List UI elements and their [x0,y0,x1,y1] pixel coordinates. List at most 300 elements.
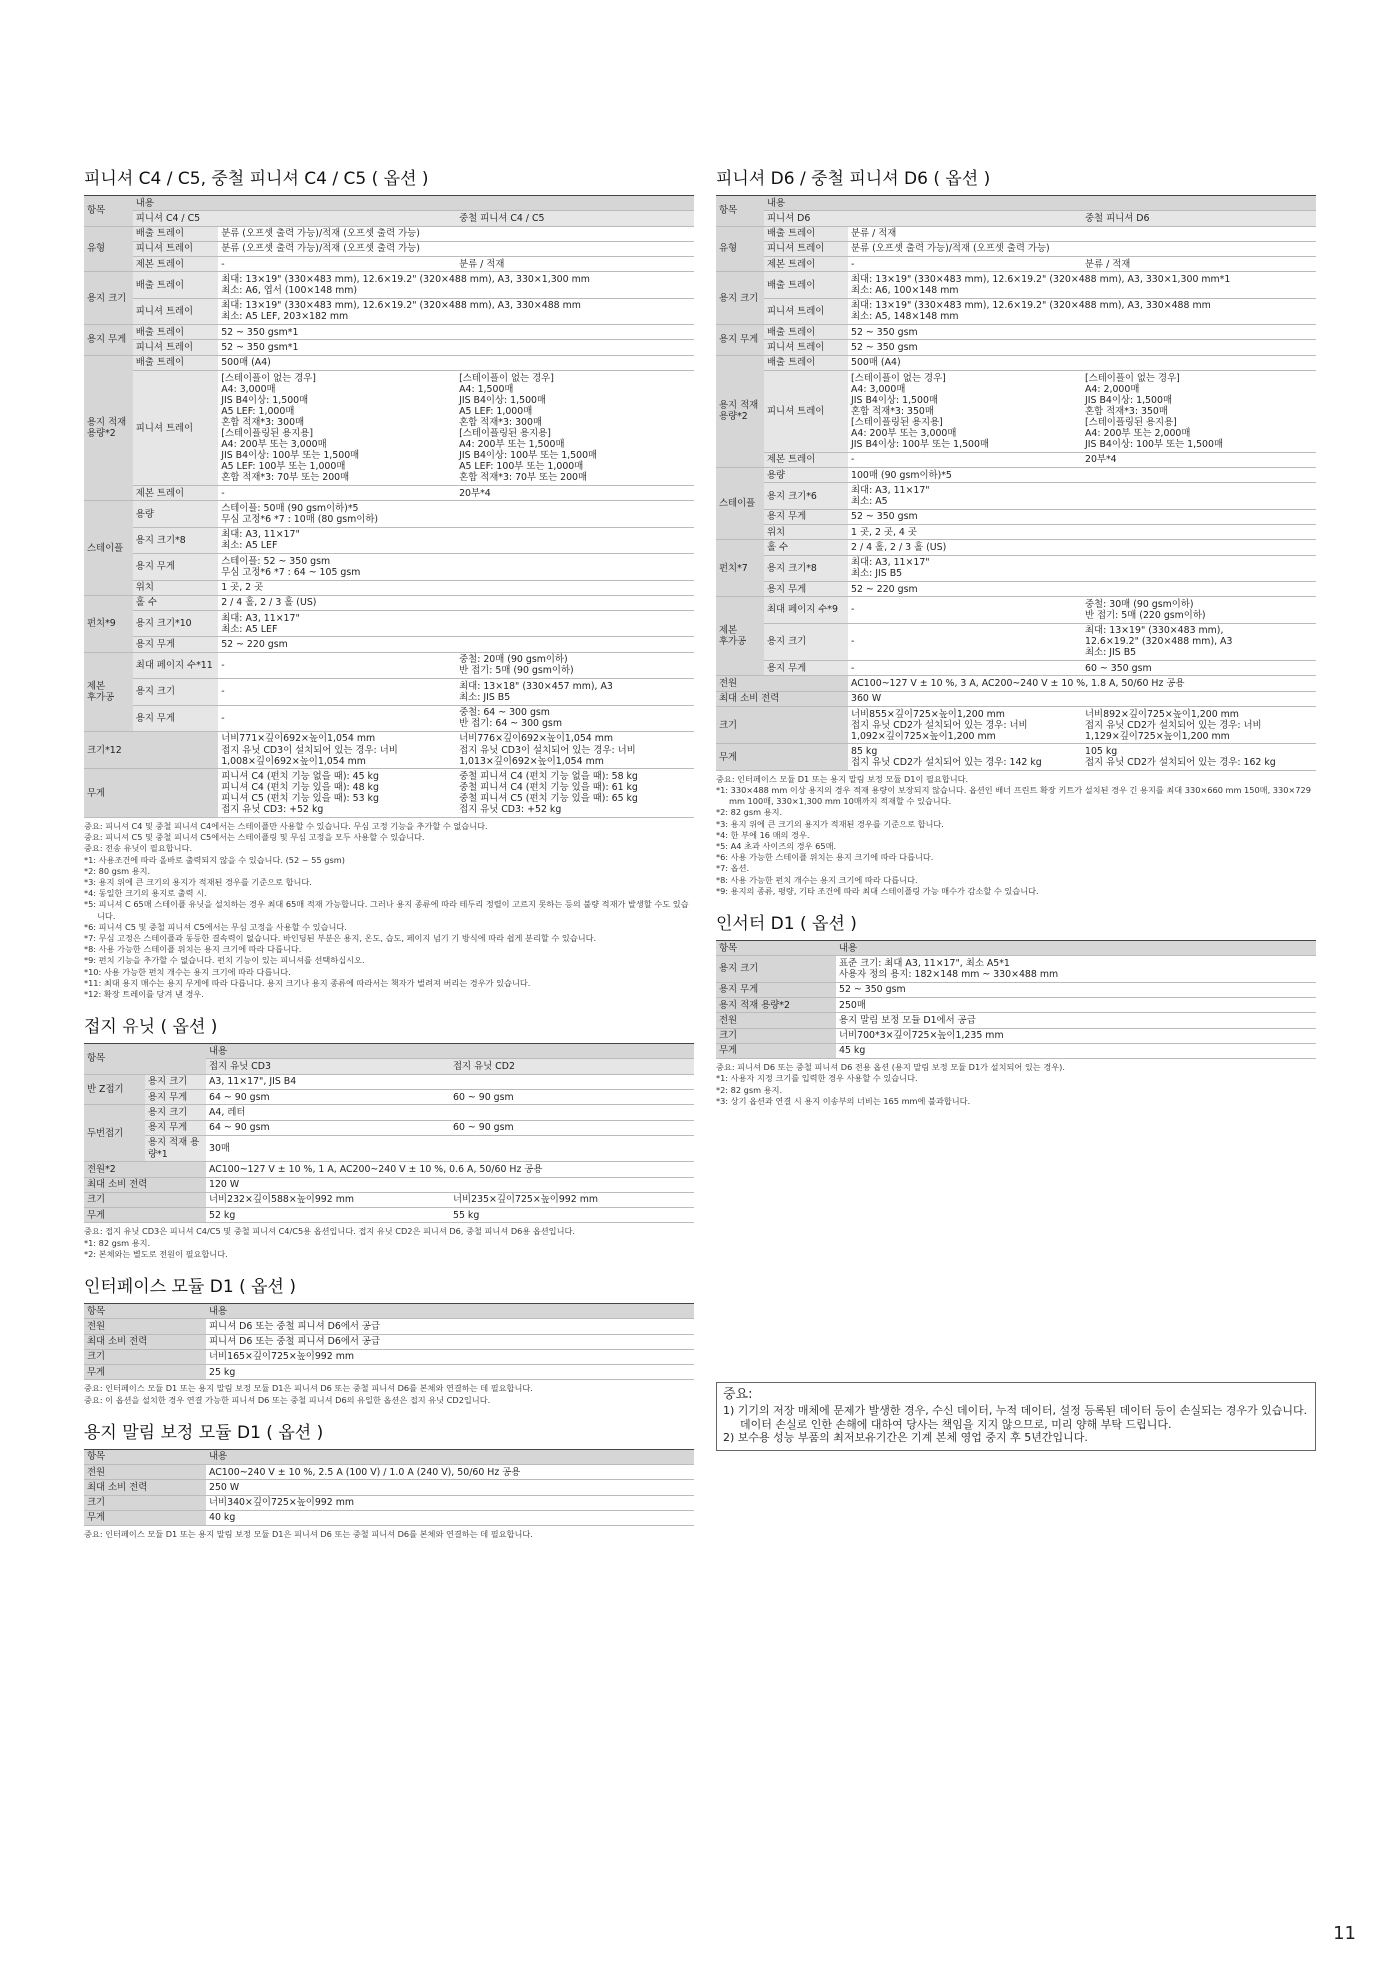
table-subheader-cell: 용지 크기 [764,623,848,660]
table-header-cell: 반 Z접기 [84,1074,145,1105]
table-row [716,483,1316,509]
footnote: *6: 사용 가능한 스테이플 위치는 용지 크기에 따라 다릅니다. [716,852,934,863]
footnote: *11: 최대 용지 매수는 용지 무게에 따라 다릅니다. 용지 크기나 용지 종류에 따라서는 책자가 벌려져 버리는 경우가 있습니다. [84,977,531,988]
table-subheader-cell: 용지 적재 용 량*1 [145,1135,206,1161]
table-row [84,340,694,355]
table-cell: 분류 (오프셋 출력 가능)/적재 (오프셋 출력 가능) [218,241,694,256]
table-row [716,1043,1316,1058]
footnote: *1: 사용자 지정 크기를 입력한 경우 사용할 수 있습니다. [716,1073,918,1084]
spec-table [716,195,1316,771]
table-row [716,540,1316,555]
table-subheader-cell: 용지 크기*6 [764,483,848,509]
table-subheader-cell: 용지 무게 [145,1090,206,1105]
table-cell: - [218,257,456,272]
table-header-cell: 내용 [206,1044,694,1059]
table-cell: 52 ~ 220 gsm [848,582,1316,597]
table-row [84,325,694,340]
footnote: 중요: 인터페이스 모듈 D1 또는 용지 말림 보정 모듈 D1이 필요합니다. [716,773,969,784]
footnote: 중요: 전송 유닛이 필요합니다. [84,843,193,854]
table-row [84,257,694,272]
table-row [84,580,694,595]
table-subheader-cell: 피니셔 C4 / C5 [133,211,456,226]
table-cell: 너비855×깊이725×높이1,200 mm 접지 유닛 CD2가 설치되어 있는 경우: 너비 1,092×깊이725×높이1,200 mm [848,706,1082,743]
table-cell: 85 kg 접지 유닛 CD2가 설치되어 있는 경우: 142 kg [848,744,1082,770]
table-cell: 52 ~ 220 gsm [218,637,694,652]
table-subheader-cell: 용지 크기 [145,1105,206,1120]
table-row [84,196,694,211]
spec-section [84,1016,694,1260]
footnote: *4: 한 부에 16 매의 경우. [716,829,810,840]
table-cell: 40 kg [206,1510,694,1525]
table-subheader-cell: 용지 무게 [764,582,848,597]
table-cell: 최대: 13×18" (330×457 mm), A3 최소: JIS B5 [456,679,694,705]
table-subheader-cell: 피니셔 트레이 [764,371,848,453]
footnote: *7: 옵션. [716,863,750,874]
table-row [84,595,694,610]
footnote: *1: 330×488 mm 이상 용지의 경우 적재 용량이 보장되지 않습니다. 옵션인 배너 프린트 확장 키트가 설치된 경우 긴 용지를 최대 330×660 mm 150매, 330×729 mm 100매, 330×1,300 mm 10매까지 적재할 수 있습니다. [716,785,1311,807]
table-row [716,691,1316,706]
table-row [716,272,1316,298]
table-header-cell: 최대 소비 전력 [84,1177,206,1192]
table-subheader-cell: 피니셔 트레이 [764,340,848,355]
table-subheader-cell: 최대 페이지 수*9 [764,597,848,623]
table-subheader-cell: 용지 무게 [145,1120,206,1135]
spec-section [84,1422,694,1541]
table-cell: 52 kg [206,1208,450,1223]
table-subheader-cell: 용지 무게 [133,637,218,652]
table-cell: 너비776×깊이692×높이1,054 mm 접지 유닛 CD3이 설치되어 있는 경우: 너비 1,013×깊이692×높이1,054 mm [456,731,694,768]
table-subheader-cell: 홀 수 [133,595,218,610]
table-row [84,226,694,241]
table-row [84,1044,694,1059]
table-cell: - [848,661,1082,676]
table-row [716,941,1316,956]
table-header-cell: 펀치*7 [716,540,764,597]
table-header-cell: 항목 [716,196,764,227]
table-header-cell: 용지 크기 [716,272,764,325]
footnote: 중요: 피니셔 C5 및 중철 피니셔 C5에서는 스테이플링 및 무심 고정을 모두 사용할 수 있습니다. [84,832,425,843]
table-row [84,1303,694,1318]
table-header-cell: 유형 [84,226,133,272]
table-subheader-cell: 제본 트레이 [764,452,848,467]
table-row [716,340,1316,355]
footnote: *12: 확장 트레이를 당겨 낸 경우. [84,988,204,999]
important-notice-box [716,1382,1316,1451]
table-row [84,1090,694,1105]
important-item: 2) 보수용 성능 부품의 최저보유기간은 기계 본체 영업 중지 후 5년간입니다. [723,1431,1088,1444]
table-cell: [스테이플이 없는 경우] A4: 1,500매 JIS B4이상: 1,500매 A5 LEF: 1,000매 혼합 적재*3: 300매 [스테이플링된 용지용] A4: 200부 또는 1,500매 JIS B4이상: 100부 또는 1,500매 A5 LEF: 100부 또는 1,000매 혼합 적재*3: 70부 또는 200매 [456,371,694,486]
table-header-cell: 항목 [84,1449,206,1464]
table-cell: 250매 [836,997,1316,1012]
table-row [84,486,694,501]
table-cell: - [848,623,1082,660]
table-row [84,272,694,298]
table-subheader-cell: 용지 크기*8 [764,555,848,581]
table-header-cell: 크기 [716,1028,836,1043]
table-header-cell: 전원 [716,676,848,691]
table-cell: 분류 (오프셋 출력 가능)/적재 (오프셋 출력 가능) [218,226,694,241]
footnote: *1: 사용조건에 따라 올바로 출력되지 않을 수 있습니다. (52 ~ 55 gsm) [84,854,345,865]
table-cell: 105 kg 접지 유닛 CD2가 설치되어 있는 경우: 162 kg [1082,744,1316,770]
footnote: 중요: 피니셔 D6 또는 중철 피니셔 D6 전용 옵션 (용지 말림 보정 모듈 D1가 설치되어 있는 경우). [716,1062,1065,1073]
table-row [84,371,694,486]
table-subheader-cell: 배출 트레이 [764,325,848,340]
table-header-cell: 스테이플 [716,468,764,540]
table-header-cell: 무게 [716,744,848,770]
table-cell: 분류 / 적재 [1082,257,1316,272]
table-cell: 최대: 13×19" (330×483 mm), 12.6×19.2" (320×488 mm), A3, 330×1,300 mm 최소: A6, 엽서 (100×148 mm) [218,272,694,298]
table-cell: 360 W [848,691,1316,706]
table-cell: - [848,257,1082,272]
table-subheader-cell: 배출 트레이 [133,272,218,298]
table-cell: 250 W [206,1480,694,1495]
table-cell: 55 kg [450,1208,694,1223]
table-cell: 500매 (A4) [218,355,694,370]
table-subheader-cell: 용지 크기*8 [133,527,218,553]
table-cell: 중철 피니셔 C4 (펀치 기능 없을 때): 58 kg 중철 피니셔 C4 (펀치 기능 있을 때): 61 kg 중철 피니셔 C5 (펀치 기능 있을 때): 65 kg 접지 유닛 CD3: +52 kg [456,769,694,818]
table-header-cell: 항목 [84,1303,206,1318]
table-header-cell: 무게 [84,769,218,818]
table-cell: 500매 (A4) [848,355,1316,370]
section-title: 피니셔 D6 / 중철 피니셔 D6 ( 옵션 ) [716,169,991,189]
table-header-cell: 내용 [764,196,1316,211]
footnote: 중요: 이 옵션을 설치한 경우 연결 가능한 피니셔 D6 또는 중철 피니셔 D6의 유일한 옵션은 접지 유닛 CD2입니다. [84,1394,491,1405]
table-cell: 2 / 4 홀, 2 / 3 홀 (US) [218,595,694,610]
table-cell: A4, 레터 [206,1105,694,1120]
footnotes [716,774,1316,897]
table-cell: 중철: 64 ~ 300 gsm 반 접기: 64 ~ 300 gsm [456,705,694,731]
table-header-cell: 최대 소비 전력 [84,1480,206,1495]
table-row [84,611,694,637]
table-cell: 2 / 4 홀, 2 / 3 홀 (US) [848,540,1316,555]
table-row [84,1349,694,1364]
footnote: *10: 사용 가능한 펀치 개수는 용지 크기에 따라 다릅니다. [84,966,291,977]
table-cell: 45 kg [836,1043,1316,1058]
table-header-cell: 무게 [84,1510,206,1525]
table-header-cell: 제본 후가공 [716,597,764,676]
table-cell: 최대: A3, 11×17" 최소: A5 [848,483,1316,509]
table-cell: 64 ~ 90 gsm [206,1090,450,1105]
table-subheader-cell: 피니셔 트레이 [133,340,218,355]
footnote: *2: 82 gsm 용지. [716,807,783,818]
table-cell: 100매 (90 gsm이하)*5 [848,468,1316,483]
table-row [716,744,1316,770]
table-cell: 1 곳, 2 곳 [218,580,694,595]
table-row [716,241,1316,256]
table-header-cell: 내용 [206,1303,694,1318]
footnote: *5: 피니셔 C 65매 스테이플 유닛을 설치하는 경우 최대 65매 적재 가능합니다. 그러나 용지 종류에 따라 테두리 정렬이 고르지 못하는 등의 불량 적재가 발생할 수도 있습니다. [84,899,689,921]
section-title: 접지 유닛 ( 옵션 ) [84,1017,218,1038]
table-row [716,706,1316,743]
table-cell: 60 ~ 90 gsm [450,1120,694,1135]
table-subheader-cell: 위치 [133,580,218,595]
left-column [84,168,694,1556]
footnote: *6: 피니셔 C5 및 중철 피니셔 C5에서는 무심 고정을 사용할 수 있습니다. [84,921,347,932]
table-header-cell: 용지 적재 용량*2 [716,355,764,467]
table-cell: - [848,452,1082,467]
table-row [716,997,1316,1012]
table-cell: 스테이플: 50매 (90 gsm이하)*5 무심 고정*6 *7 : 10매 (80 gsm이하) [218,501,694,527]
table-header-cell: 용지 무게 [716,982,836,997]
table-subheader-cell: 피니셔 트레이 [764,241,848,256]
table-cell: 52 ~ 350 gsm [848,325,1316,340]
table-row [84,241,694,256]
table-subheader-cell: 용지 크기 [133,679,218,705]
table-row [716,509,1316,524]
table-subheader-cell: 배출 트레이 [133,226,218,241]
table-header-cell: 용지 무게 [716,325,764,356]
footnote: *5: A4 초과 사이즈의 경우 65매. [716,841,837,852]
table-header-cell: 스테이플 [84,501,133,595]
right-column [716,168,1316,1123]
table-header-cell: 크기 [84,1495,206,1510]
table-row [716,226,1316,241]
spec-table [84,1043,694,1223]
table-subheader-cell: 배출 트레이 [133,355,218,370]
table-cell: 너비235×깊이725×높이992 mm [450,1192,694,1207]
footnote: 중요: 인터페이스 모듈 D1 또는 용지 말림 보정 모듈 D1은 피니셔 D6 또는 중철 피니셔 D6를 본체와 연결하는 데 필요합니다. [84,1529,533,1540]
footnote: 중요: 피니셔 C4 및 중철 피니셔 C4에서는 스테이플만 사용할 수 있습니다. 무심 고정 기능을 추가할 수 없습니다. [84,820,488,831]
table-header-cell: 무게 [84,1208,206,1223]
table-row [716,298,1316,324]
table-header-cell: 크기 [716,706,848,743]
table-header-cell: 내용 [206,1449,694,1464]
table-cell: AC100~240 V ± 10 %, 2.5 A (100 V) / 1.0 A (240 V), 50/60 Hz 공용 [206,1465,694,1480]
table-cell: 용지 말림 보정 모듈 D1에서 공급 [836,1013,1316,1028]
table-subheader-cell: 제본 트레이 [764,257,848,272]
table-row [716,325,1316,340]
table-cell: 피니셔 C4 (펀치 기능 없을 때): 45 kg 피니셔 C4 (펀치 기능 있을 때): 48 kg 피니셔 C5 (펀치 기능 있을 때): 53 kg 접지 유닛 CD3: +52 kg [218,769,456,818]
spec-table [84,1449,694,1526]
table-cell: - [848,597,1082,623]
table-subheader-cell: 용지 무게 [133,705,218,731]
table-row [84,211,694,226]
table-row [84,1319,694,1334]
table-row [716,597,1316,623]
table-row [84,1480,694,1495]
table-cell: 60 ~ 90 gsm [450,1090,694,1105]
table-subheader-cell: 배출 트레이 [764,355,848,370]
table-cell: 20부*4 [456,486,694,501]
table-row [716,525,1316,540]
table-row [84,501,694,527]
table-cell: 1 곳, 2 곳, 4 곳 [848,525,1316,540]
table-row [84,731,694,768]
table-cell: [스테이플이 없는 경우] A4: 3,000매 JIS B4이상: 1,500매 A5 LEF: 1,000매 혼합 적재*3: 300매 [스테이플링된 용지용] A4: 200부 또는 3,000매 JIS B4이상: 100부 또는 1,500매 A5 LEF: 100부 또는 1,000매 혼합 적재*3: 70부 또는 200매 [218,371,456,486]
table-header-cell: 크기*12 [84,731,218,768]
table-cell: 너비165×깊이725×높이992 mm [206,1349,694,1364]
table-header-cell: 무게 [716,1043,836,1058]
table-cell: 52 ~ 350 gsm [848,340,1316,355]
footnote: *9: 펀치 기능을 추가할 수 없습니다. 펀치 기능이 있는 피니셔를 선택하십시오. [84,955,365,966]
table-cell: 60 ~ 350 gsm [1082,661,1316,676]
table-row [84,1105,694,1120]
table-header-cell: 최대 소비 전력 [716,691,848,706]
table-row [84,1177,694,1192]
table-row [716,371,1316,453]
table-row [716,468,1316,483]
table-cell: 너비892×깊이725×높이1,200 mm 접지 유닛 CD2가 설치되어 있는 경우: 너비 1,129×깊이725×높이1,200 mm [1082,706,1316,743]
table-subheader-cell: 용지 무게 [764,661,848,676]
table-row [84,769,694,818]
table-row [716,582,1316,597]
table-cell: 너비232×깊이588×높이992 mm [206,1192,450,1207]
important-item: 1) 기기의 저장 매체에 문제가 발생한 경우, 수신 데이터, 누적 데이터, 설정 등록된 데이터 등이 손실되는 경우가 있습니다. 데이터 손실로 인한 손해에 대하여 당사는 책임을 지지 않으므로, 미리 양해 부탁 드립니다. [723,1404,1308,1431]
table-cell: 최대: 13×19" (330×483 mm), 12.6×19.2" (320×488 mm), A3 최소: JIS B5 [1082,623,1316,660]
table-cell: 중철: 30매 (90 gsm이하) 반 접기: 5매 (220 gsm이하) [1082,597,1316,623]
footnote: *8: 사용 가능한 스테이플 위치는 용지 크기에 따라 다릅니다. [84,944,302,955]
table-row [84,679,694,705]
spec-section [716,913,1316,1107]
table-row [84,1208,694,1223]
table-subheader-cell: 피니셔 트레이 [133,241,218,256]
table-header-cell: 무게 [84,1365,206,1380]
section-title: 피니셔 C4 / C5, 중철 피니셔 C4 / C5 ( 옵션 ) [84,169,429,189]
table-row [84,1365,694,1380]
footnote: *7: 무심 고정은 스테이플과 동등한 결속력이 없습니다. 바인딩된 부분은 용지, 온도, 습도, 페이지 넘기 기 방식에 따라 쉽게 분리할 수 있습니다. [84,932,597,943]
table-cell: 분류 / 적재 [456,257,694,272]
table-subheader-cell: 피니셔 트레이 [764,298,848,324]
table-subheader-cell: 용지 무게 [133,554,218,580]
page-number: 11 [1333,1923,1356,1944]
table-row [84,298,694,324]
footnote: *1: 82 gsm 용지. [84,1237,151,1248]
table-cell: 표준 크기: 최대 A3, 11×17", 최소 A5*1 사용자 정의 용지: 182×148 mm ~ 330×488 mm [836,956,1316,982]
table-subheader-cell: 용량 [133,501,218,527]
table-header-cell: 전원 [716,1013,836,1028]
table-cell: 최대: 13×19" (330×483 mm), 12.6×19.2" (320×488 mm), A3, 330×1,300 mm*1 최소: A6, 100×148 mm [848,272,1316,298]
table-cell: 스테이플: 52 ~ 350 gsm 무심 고정*6 *7 : 64 ~ 105 gsm [218,554,694,580]
table-subheader-cell: 배출 트레이 [133,325,218,340]
table-row [84,1120,694,1135]
table-subheader-cell: 위치 [764,525,848,540]
table-cell: 120 W [206,1177,694,1192]
table-cell: - [218,652,456,678]
table-row [716,355,1316,370]
section-title: 용지 말림 보정 모듈 D1 ( 옵션 ) [84,1422,324,1443]
spec-section [84,1276,694,1406]
table-cell: 피니셔 D6 또는 중철 피니셔 D6에서 공급 [206,1334,694,1349]
table-cell: 너비700*3×깊이725×높이1,235 mm [836,1028,1316,1043]
table-row [84,705,694,731]
table-cell: 너비771×깊이692×높이1,054 mm 접지 유닛 CD3이 설치되어 있는 경우: 너비 1,008×깊이692×높이1,054 mm [218,731,456,768]
footnote: *2: 본체와는 별도로 전원이 필요합니다. [84,1248,228,1259]
table-cell: 64 ~ 90 gsm [206,1120,450,1135]
footnote: *3: 용지 위에 큰 크기의 용지가 적재된 경우를 기준으로 합니다. [84,876,312,887]
table-row [84,637,694,652]
table-header-cell: 내용 [836,941,1316,956]
footnote: *3: 용지 위에 큰 크기의 용지가 적재된 경우를 기준으로 합니다. [716,818,944,829]
table-cell: - [218,679,456,705]
table-row [84,1510,694,1525]
table-row [84,1192,694,1207]
table-cell: AC100~127 V ± 10 %, 3 A, AC200~240 V ± 10 %, 1.8 A, 50/60 Hz 공용 [848,676,1316,691]
table-header-cell: 용지 크기 [716,956,836,982]
table-cell: 최대: A3, 11×17" 최소: A5 LEF [218,527,694,553]
table-subheader-cell: 중철 피니셔 D6 [1082,211,1316,226]
table-subheader-cell: 홀 수 [764,540,848,555]
footnote: *4: 동일한 크기의 용지로 출력 시. [84,888,207,899]
table-cell: 30매 [206,1135,694,1161]
table-row [84,1162,694,1177]
table-row [716,257,1316,272]
table-subheader-cell: 피니셔 트레이 [133,371,218,486]
table-cell: 중철: 20매 (90 gsm이하) 반 접기: 5매 (90 gsm이하) [456,652,694,678]
table-row [84,1449,694,1464]
footnote: 중요: 접지 유닛 CD3은 피니셔 C4/C5 및 중철 피니셔 C4/C5용 옵션입니다. 접지 유닛 CD2은 피니셔 D6, 중철 피니셔 D6용 옵션입니다. [84,1226,575,1237]
footnote: *9: 용지의 종류, 평량, 기타 조건에 따라 최대 스테이플링 가능 매수가 감소할 수 있습니다. [716,885,1039,896]
table-header-cell: 용지 크기 [84,272,133,325]
table-row [716,982,1316,997]
table-row [716,1013,1316,1028]
table-header-cell: 용지 적재 용량*2 [84,355,133,501]
table-header-cell: 내용 [133,196,694,211]
table-header-cell: 크기 [84,1349,206,1364]
table-cell: [스테이플이 없는 경우] A4: 3,000매 JIS B4이상: 1,500매 혼합 적재*3: 350매 [스테이플링된 용지용] A4: 200부 또는 3,000매 JIS B4이상: 100부 또는 1,500매 [848,371,1082,453]
table-subheader-cell: 접지 유닛 CD2 [450,1059,694,1074]
table-subheader-cell: 피니셔 트레이 [133,298,218,324]
table-cell: - [218,486,456,501]
table-cell: [스테이플이 없는 경우] A4: 2,000매 JIS B4이상: 1,500매 혼합 적재*3: 350매 [스테이플링된 용지용] A4: 200부 또는 2,000매 JIS B4이상: 100부 또는 1,500매 [1082,371,1316,453]
section-title: 인서터 D1 ( 옵션 ) [716,914,857,935]
footnote: *3: 상기 옵션과 연결 시 용지 이송부의 너비는 165 mm에 불과합니다. [716,1095,971,1106]
table-subheader-cell: 배출 트레이 [764,272,848,298]
table-header-cell: 유형 [716,226,764,272]
table-subheader-cell: 용지 크기 [145,1074,206,1089]
table-header-cell: 전원 [84,1319,206,1334]
table-subheader-cell: 배출 트레이 [764,226,848,241]
table-header-cell: 항목 [84,196,133,227]
table-row [84,527,694,553]
table-header-cell: 항목 [716,941,836,956]
spec-table [716,940,1316,1059]
spec-section [716,168,1316,897]
table-header-cell: 크기 [84,1192,206,1207]
table-cell: 52 ~ 350 gsm*1 [218,325,694,340]
table-cell: 52 ~ 350 gsm [848,509,1316,524]
table-subheader-cell: 용량 [764,468,848,483]
table-row [84,652,694,678]
table-row [84,1465,694,1480]
table-cell: 분류 (오프셋 출력 가능)/적재 (오프셋 출력 가능) [848,241,1316,256]
table-row [84,355,694,370]
table-row [716,196,1316,211]
table-row [84,1135,694,1161]
footnote: 중요: 인터페이스 모듈 D1 또는 용지 말림 보정 모듈 D1은 피니셔 D6 또는 중철 피니셔 D6를 본체와 연결하는 데 필요합니다. [84,1383,533,1394]
table-subheader-cell: 최대 페이지 수*11 [133,652,218,678]
footnote: *8: 사용 가능한 펀치 개수는 용지 크기에 따라 다릅니다. [716,874,918,885]
footnotes [716,1062,1316,1107]
table-subheader-cell: 제본 트레이 [133,257,218,272]
table-row [84,1334,694,1349]
table-cell: 52 ~ 350 gsm*1 [218,340,694,355]
table-cell: 피니셔 D6 또는 중철 피니셔 D6에서 공급 [206,1319,694,1334]
table-row [716,1028,1316,1043]
table-header-cell: 전원*2 [84,1162,206,1177]
table-cell: 최대: 13×19" (330×483 mm), 12.6×19.2" (320×488 mm), A3, 330×488 mm 최소: A5 LEF, 203×182 mm [218,298,694,324]
table-header-cell: 용지 무게 [84,325,133,356]
table-header-cell: 전원 [84,1465,206,1480]
table-header-cell: 용지 적재 용량*2 [716,997,836,1012]
table-cell: 최대: A3, 11×17" 최소: A5 LEF [218,611,694,637]
table-header-cell: 두번접기 [84,1105,145,1162]
footnotes [84,1383,694,1405]
table-subheader-cell: 용지 무게 [764,509,848,524]
table-header-cell: 제본 후가공 [84,652,133,731]
table-cell: - [218,705,456,731]
table-row [716,555,1316,581]
table-cell: 분류 / 적재 [848,226,1316,241]
